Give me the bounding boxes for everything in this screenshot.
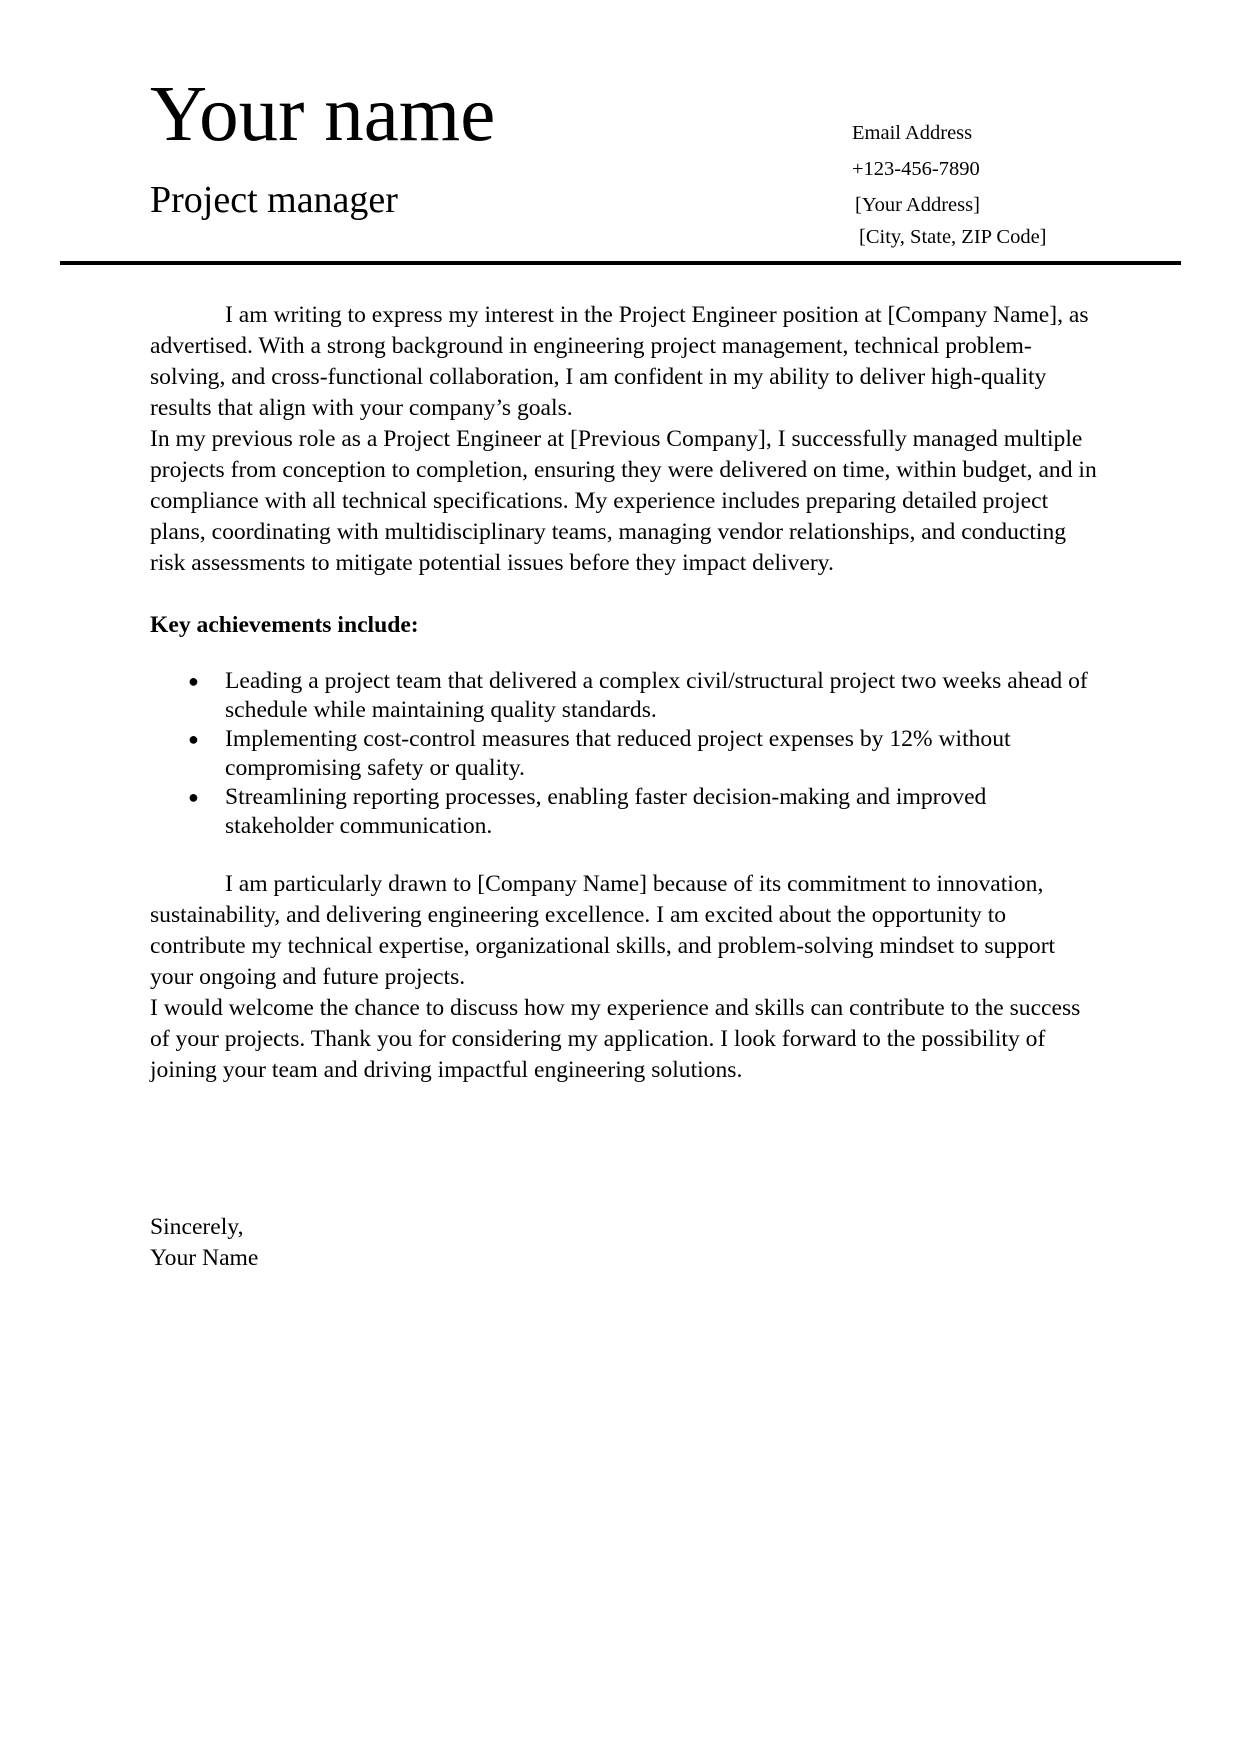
sign-off: Sincerely, [150, 1214, 244, 1240]
contact-address: [Your Address] [855, 194, 980, 216]
paragraph-motivation: I am particularly drawn to [Company Name] because of its commitment to innovation, sustainability, and delivering engineering excellence. I am excited about the opportunity to contribute my technical expertise, organizational skills, and problem-solving mindset to support your ongoing and future projects. [150, 871, 1056, 990]
contact-email: Email Address [852, 122, 973, 144]
paragraph-closing: I would welcome the chance to discuss how my experience and skills can contribute to the success of your projects. Thank you for considering my application. I look forward to the possibility of joining your team and driving impactful engineering solutions. [150, 995, 1081, 1083]
applicant-name: Your name [150, 71, 496, 158]
achievements-heading: Key achievements include: [150, 612, 419, 638]
spacer [150, 841, 1100, 869]
achievement-item [150, 783, 1100, 841]
contact-city-state-zip: [City, State, ZIP Code] [859, 226, 1047, 248]
spacer [150, 579, 1100, 610]
paragraph-intro: I am writing to express my interest in the Project Engineer position at [Company Name], as advertised. With a strong background in engineering project management, technical problem-solving, and cross-functional collaboration, I am confident in my ability to deliver high-quality results that align with your company’s goals. [150, 302, 1089, 421]
applicant-title: Project manager [150, 179, 398, 221]
achievement-text: Streamlining reporting processes, enabling faster decision-making and improved stakeholder communication. [225, 784, 987, 839]
header-divider [60, 261, 1181, 265]
sign-off-block [150, 1212, 258, 1274]
bullet-icon: ● [188, 671, 199, 691]
paragraph-experience: In my previous role as a Project Engineer at [Previous Company], I successfully managed multiple projects from conception to completion, ensuring they were delivered on time, within budget, and in compliance with all technical specifications. My experience includes preparing detailed project plans, coordinating with multidisciplinary teams, managing vendor relationships, and conducting risk assessments to mitigate potential issues before they impact delivery. [150, 426, 1097, 576]
signature-name: Your Name [150, 1245, 259, 1271]
achievement-text: Leading a project team that delivered a complex civil/structural project two weeks ahead of schedule while maintaining quality standards. [225, 668, 1088, 723]
achievements-list [150, 667, 1100, 841]
achievement-text: Implementing cost-control measures that reduced project expenses by 12% without compromising safety or quality. [225, 726, 1011, 781]
achievement-item [150, 667, 1100, 725]
contact-phone: +123-456-7890 [852, 158, 980, 180]
bullet-icon: ● [188, 787, 199, 807]
achievement-item [150, 725, 1100, 783]
bullet-icon: ● [188, 729, 199, 749]
letter-body [150, 300, 1100, 1086]
spacer [150, 641, 1100, 667]
